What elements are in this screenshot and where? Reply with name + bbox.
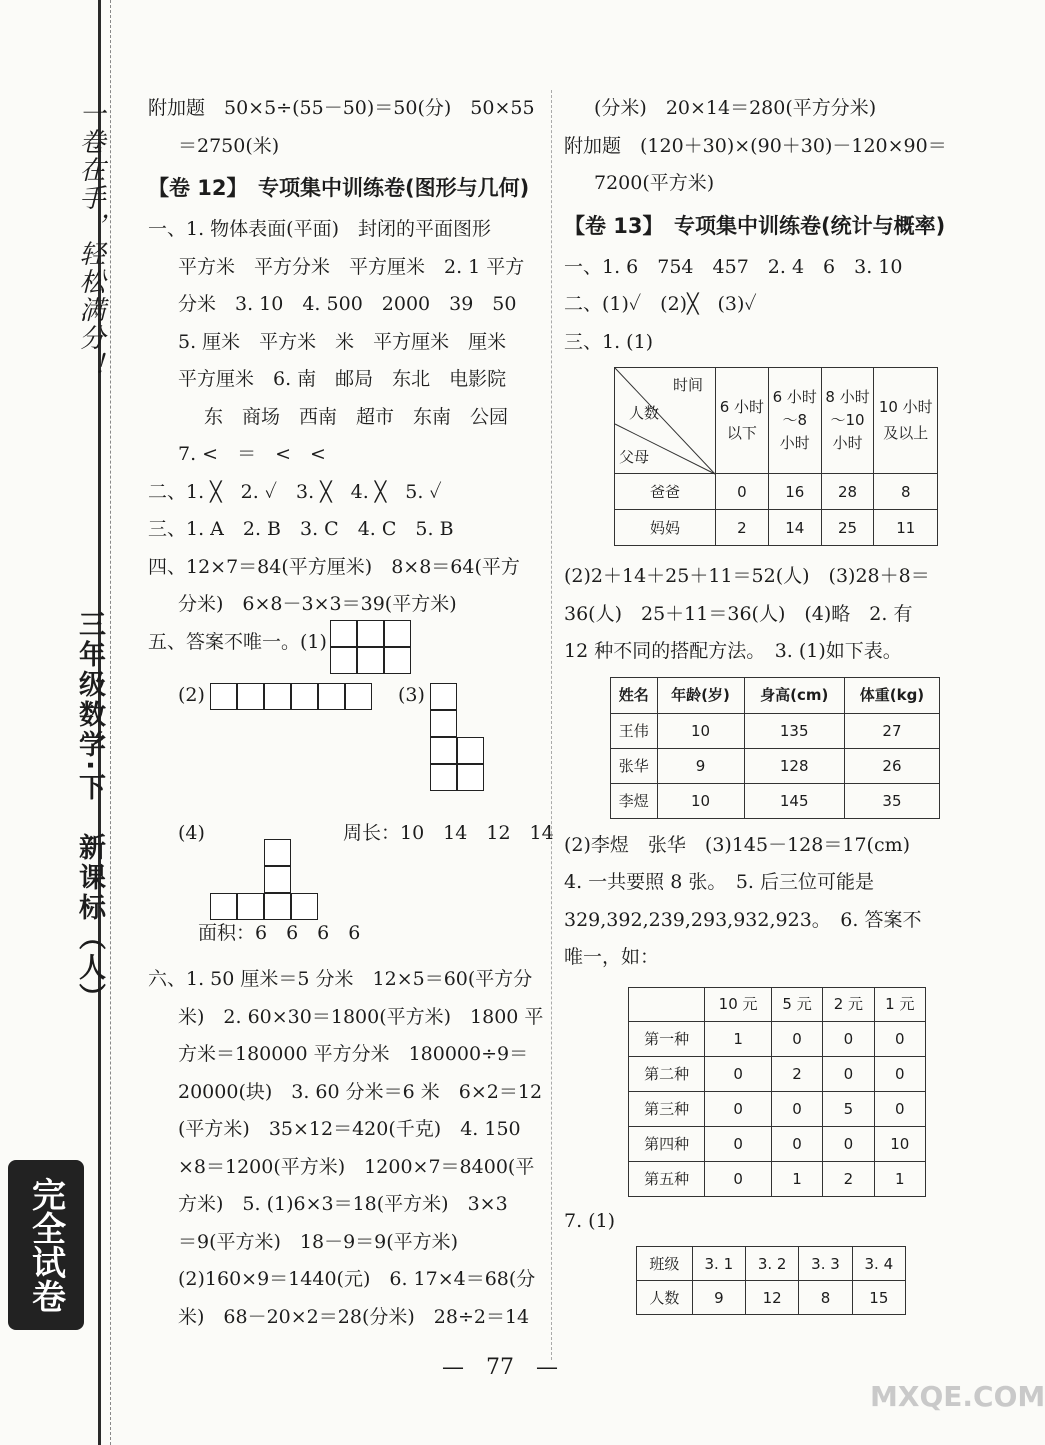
section-13-header: 【卷 13】 专项集中训练卷(统计与概率): [564, 213, 946, 238]
table-row: [611, 713, 940, 748]
diag-people: 人数: [629, 404, 660, 422]
table-cell: 35: [844, 783, 939, 818]
q1-line: 平方米 平方分米 平方厘米 2. 1 平方: [178, 255, 525, 278]
table-row: [615, 510, 938, 546]
header-cell: 10 小时 及以上: [874, 368, 938, 474]
row-label: 第一种: [629, 1021, 705, 1056]
table-cell: 5: [823, 1091, 874, 1126]
q6-line: 方米) 5. (1)6×3＝18(平方米) 3×3: [178, 1193, 508, 1215]
bonus-line-2: ＝2750(米): [178, 134, 280, 157]
diag-time: 时间: [673, 376, 704, 394]
table-row: [629, 1091, 926, 1126]
column-header: 年龄(岁): [657, 677, 744, 713]
figure-2-label: (2): [178, 684, 205, 706]
row-label: 爸爸: [615, 474, 716, 510]
table-cell: 0: [705, 1126, 772, 1161]
q6-line: 米) 2. 60×30＝1800(平方米) 1800 平: [178, 1005, 544, 1028]
q6-line: 米) 68－20×2＝28(分米) 28÷2＝14: [178, 1305, 530, 1328]
table-cell: 1: [705, 1021, 772, 1056]
table-cell: 0: [874, 1056, 925, 1091]
table-cell: 李煜: [611, 783, 658, 818]
q7-line: 7. (1): [564, 1209, 616, 1232]
row-label: 人数: [637, 1281, 693, 1315]
table-row: [629, 1161, 926, 1196]
column-header: 体重(kg): [844, 677, 939, 713]
top-line: 7200(平方米): [594, 172, 715, 194]
table-row: [637, 1281, 906, 1315]
table-cell: 10: [657, 713, 744, 748]
perimeter-answers: 周长：10 14 12 14: [343, 822, 554, 844]
table-row: [629, 1056, 926, 1091]
table-row: [629, 1126, 926, 1161]
page-number: — 77 —: [442, 1355, 558, 1380]
table-row: [629, 1021, 926, 1056]
column-header: 10 元: [705, 987, 772, 1021]
table-cell: 145: [744, 783, 844, 818]
table-cell: 0: [823, 1021, 874, 1056]
table-cell: 0: [771, 1126, 822, 1161]
table-cell: 8: [799, 1281, 852, 1315]
table-cell: 9: [657, 748, 744, 783]
watermark: MXQE.COM: [870, 1380, 1045, 1413]
table-cell: 0: [874, 1021, 925, 1056]
q1-line: 一、1. 物体表面(平面) 封闭的平面图形: [148, 218, 491, 240]
book-title: 三年级数学·下 新课标（人）: [74, 610, 105, 1014]
table-cell: 9: [692, 1281, 745, 1315]
table-cell: 128: [744, 748, 844, 783]
row-label: 第四种: [629, 1126, 705, 1161]
table-cell: 0: [705, 1056, 772, 1091]
table-cell: 25: [821, 510, 874, 546]
table-cell: 张华: [611, 748, 658, 783]
table-cell: 0: [705, 1161, 772, 1196]
q3-line: 三、1. A 2. B 3. C 4. C 5. B: [148, 518, 454, 540]
header-cell: 6 小时 ～8 小时: [768, 368, 821, 474]
after-table-line: 唯一，如：: [564, 946, 660, 968]
table-cell: 3. 3: [799, 1247, 852, 1281]
mid-line: 12 种不同的搭配方法。 3. (1)如下表。: [564, 640, 902, 662]
q6-line: (2)160×9＝1440(元) 6. 17×4＝68(分: [178, 1268, 536, 1290]
table-cell: 1: [874, 1161, 925, 1196]
table-row: [637, 1247, 906, 1281]
row-label: 第三种: [629, 1091, 705, 1126]
table-cell: 0: [771, 1021, 822, 1056]
table-cell: 8: [874, 474, 938, 510]
table-cell: 3. 1: [692, 1247, 745, 1281]
diagonal-header-cell: [615, 368, 716, 474]
table-cell: 2: [716, 510, 769, 546]
column-header: 1 元: [874, 987, 925, 1021]
table-cell: 3. 4: [852, 1247, 905, 1281]
q6-line: 20000(块) 3. 60 分米＝6 米 6×2＝12: [178, 1080, 543, 1103]
row-label: 第五种: [629, 1161, 705, 1196]
sleep-table: [614, 367, 938, 546]
money-table: [628, 987, 926, 1197]
binding-dashed-line: [110, 0, 112, 1445]
section-12-header: 【卷 12】 专项集中训练卷(图形与几何): [148, 176, 530, 200]
spine: [0, 0, 120, 1445]
area-answers: 面积：6 6 6 6: [198, 922, 361, 944]
left-column: [148, 90, 554, 1336]
table-cell: 26: [844, 748, 939, 783]
class-table: [636, 1246, 906, 1315]
row-label: 第二种: [629, 1056, 705, 1091]
q5-figures: [148, 661, 554, 1021]
after-table-line: 329,392,239,293,932,923。 6. 答案不: [564, 908, 922, 931]
q2-line: 二、1. ╳ 2. ✓ 3. ╳ 4. ╳ 5. ✓: [148, 480, 442, 503]
publisher-logo: 完全试卷: [8, 1160, 84, 1330]
table-cell: 0: [823, 1056, 874, 1091]
students-table: [610, 677, 940, 819]
top-line: 附加题 (120＋30)×(90＋30)－120×90＝: [564, 134, 947, 157]
q4-line: 分米) 6×8－3×3＝39(平方米): [178, 593, 457, 615]
q6-line: (平方米) 35×12＝420(千克) 4. 150: [178, 1118, 521, 1140]
table-cell: 28: [821, 474, 874, 510]
table-cell: 3. 2: [746, 1247, 799, 1281]
figure-4-label: (4): [178, 822, 205, 844]
table-cell: 1: [771, 1161, 822, 1196]
slogan: 一卷在手，轻松满分！: [75, 100, 105, 380]
a2-line: 二、(1)✓ (2)╳ (3)✓: [564, 293, 757, 315]
q6-line: ×8＝1200(平方米) 1200×7＝8400(平: [178, 1155, 535, 1178]
table-row: [611, 783, 940, 818]
row-label: 妈妈: [615, 510, 716, 546]
a3-line: 三、1. (1): [564, 330, 654, 353]
table-header-row: [629, 987, 926, 1021]
after-table-line: (2)李煜 张华 (3)145－128＝17(cm): [564, 833, 911, 856]
table-cell: 135: [744, 713, 844, 748]
right-column: [564, 90, 964, 1315]
table-cell: 0: [771, 1091, 822, 1126]
table-cell: 10: [874, 1126, 925, 1161]
q5-intro: 五、答案不唯一。(1): [148, 630, 327, 653]
table-row: [615, 474, 938, 510]
column-header: [629, 987, 705, 1021]
bonus-line-1: 附加题 50×5÷(55－50)＝50(分) 50×55: [148, 97, 535, 119]
table-cell: 15: [852, 1281, 905, 1315]
table-cell: 王伟: [611, 713, 658, 748]
table-cell: 0: [716, 474, 769, 510]
header-cell: 6 小时 以下: [716, 368, 769, 474]
q6-line: 六、1. 50 厘米＝5 分米 12×5＝60(平方分: [148, 968, 533, 990]
table-cell: 2: [823, 1161, 874, 1196]
q4-line: 四、12×7＝84(平方厘米) 8×8＝64(平方: [148, 555, 520, 578]
table-header-row: [611, 677, 940, 713]
q6-line: 方米＝180000 平方分米 180000÷9＝: [178, 1043, 529, 1065]
table-cell: 27: [844, 713, 939, 748]
row-label: 班级: [637, 1247, 693, 1281]
table-cell: 12: [746, 1281, 799, 1315]
table-cell: 0: [874, 1091, 925, 1126]
q1-line: 平方厘米 6. 南 邮局 东北 电影院: [178, 368, 507, 390]
column-header: 身高(cm): [744, 677, 844, 713]
a1-line: 一、1. 6 754 457 2. 4 6 3. 10: [564, 255, 903, 278]
q1-line: 分米 3. 10 4. 500 2000 39 50: [178, 293, 517, 315]
column-header: 2 元: [823, 987, 874, 1021]
figure-3-label: (3): [398, 684, 425, 706]
table-cell: 14: [768, 510, 821, 546]
top-line: (分米) 20×14＝280(平方分米): [594, 97, 877, 119]
column-header: 5 元: [771, 987, 822, 1021]
column-header: 姓名: [611, 677, 658, 713]
mid-line: (2)2＋14＋25＋11＝52(人) (3)28＋8＝: [564, 565, 930, 587]
table-cell: 16: [768, 474, 821, 510]
table-cell: 0: [823, 1126, 874, 1161]
after-table-line: 4. 一共要照 8 张。 5. 后三位可能是: [564, 871, 875, 893]
q1-line: 5. 厘米 平方米 米 平方厘米 厘米: [178, 330, 507, 353]
column-divider: [551, 90, 552, 1360]
diag-parents: 父母: [619, 448, 650, 466]
q1-line: 7. < ＝ < <: [178, 443, 326, 465]
mid-line: 36(人) 25＋11＝36(人) (4)略 2. 有: [564, 602, 913, 625]
table-cell: 2: [771, 1056, 822, 1091]
table-cell: 11: [874, 510, 938, 546]
table-cell: 0: [705, 1091, 772, 1126]
table-row: [611, 748, 940, 783]
q6-line: ＝9(平方米) 18－9＝9(平方米): [178, 1230, 459, 1253]
q1-line: 东 商场 西南 超市 东南 公园: [204, 405, 509, 428]
header-cell: 8 小时 ～10 小时: [821, 368, 874, 474]
table-cell: 10: [657, 783, 744, 818]
